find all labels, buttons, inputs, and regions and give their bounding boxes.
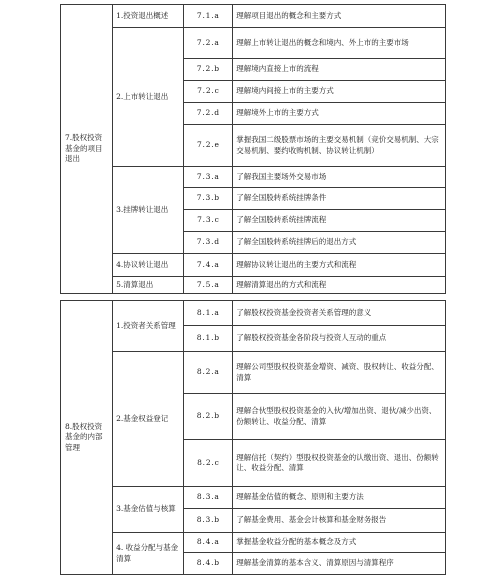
item-text: 理解基金清算的基本含义、清算原因与清算程序 [233, 553, 446, 575]
item-text: 了解全国股转系统挂牌后的退出方式 [233, 232, 446, 254]
item-code: 7.1.a [184, 5, 233, 28]
item-text: 理解境内直接上市的流程 [233, 59, 446, 81]
item-code: 7.3.b [184, 188, 233, 210]
item-code: 8.2.b [184, 394, 233, 440]
item-code: 8.1.a [184, 301, 233, 326]
item-text: 理解基金估值的概念、原则和主要方法 [233, 487, 446, 509]
item-text: 了解我国主要场外交易市场 [233, 167, 446, 188]
item-code: 7.2.d [184, 103, 233, 125]
item-text: 了解基金费用、基金会计核算和基金财务报告 [233, 509, 446, 533]
item-code: 7.3.a [184, 167, 233, 188]
item-text: 理解公司型股权投资基金增资、减资、股权转让、收益分配、清算 [233, 352, 446, 394]
chapter-title: 7.股权投资基金的项目退出 [61, 5, 113, 294]
syllabus-page [60, 4, 446, 584]
item-code: 7.2.e [184, 125, 233, 167]
item-text: 了解股权投资基金各阶段与投资人互动的重点 [233, 326, 446, 352]
item-code: 7.2.a [184, 28, 233, 59]
table-gap [61, 294, 446, 301]
item-code: 8.1.b [184, 326, 233, 352]
section-title: 5.清算退出 [113, 277, 184, 294]
item-code: 8.2.a [184, 352, 233, 394]
section-title: 2.基金权益登记 [113, 352, 184, 487]
item-code: 8.3.b [184, 509, 233, 533]
section-title: 3.挂牌转让退出 [113, 167, 184, 254]
item-code: 7.3.d [184, 232, 233, 254]
section-title: 1.投资退出概述 [113, 5, 184, 28]
item-code: 7.2.c [184, 81, 233, 103]
item-code: 8.2.c [184, 440, 233, 487]
item-text: 理解境内间接上市的主要方式 [233, 81, 446, 103]
section-title: 4.协议转让退出 [113, 254, 184, 277]
item-text: 理解项目退出的概念和主要方式 [233, 5, 446, 28]
item-text: 理解上市转让退出的概念和境内、外上市的主要市场 [233, 28, 446, 59]
item-text: 了解股权投资基金投资者关系管理的意义 [233, 301, 446, 326]
item-text: 理解境外上市的主要方式 [233, 103, 446, 125]
item-code: 7.5.a [184, 277, 233, 294]
item-code: 7.4.a [184, 254, 233, 277]
section-title: 4. 收益分配与基金清算 [113, 533, 184, 575]
syllabus-table [60, 4, 446, 575]
item-text: 理解合伙型股权投资基金的入伙/增加出资、退伙/减少出资、份额转让、收益分配、清算 [233, 394, 446, 440]
item-code: 8.3.a [184, 487, 233, 509]
chapter-title: 8.股权投资基金的内部管理 [61, 301, 113, 575]
item-text: 掌握我国二级股票市场的主要交易机制（竞价交易机制、大宗交易机制、要约收购机制、协议转让机制） [233, 125, 446, 167]
item-text: 理解清算退出的方式和流程 [233, 277, 446, 294]
section-title: 2.上市转让退出 [113, 28, 184, 167]
item-code: 7.2.b [184, 59, 233, 81]
section-title: 3.基金估值与核算 [113, 487, 184, 533]
item-text: 了解全国股转系统挂牌条件 [233, 188, 446, 210]
item-text: 理解信托（契约）型股权投资基金的认缴出资、退出、份额转让、收益分配、清算 [233, 440, 446, 487]
section-title: 1.投资者关系管理 [113, 301, 184, 352]
item-code: 8.4.a [184, 533, 233, 553]
item-text: 掌握基金收益分配的基本概念及方式 [233, 533, 446, 553]
item-text: 理解协议转让退出的主要方式和流程 [233, 254, 446, 277]
item-code: 8.4.b [184, 553, 233, 575]
item-text: 了解全国股转系统挂牌流程 [233, 210, 446, 232]
item-code: 7.3.c [184, 210, 233, 232]
